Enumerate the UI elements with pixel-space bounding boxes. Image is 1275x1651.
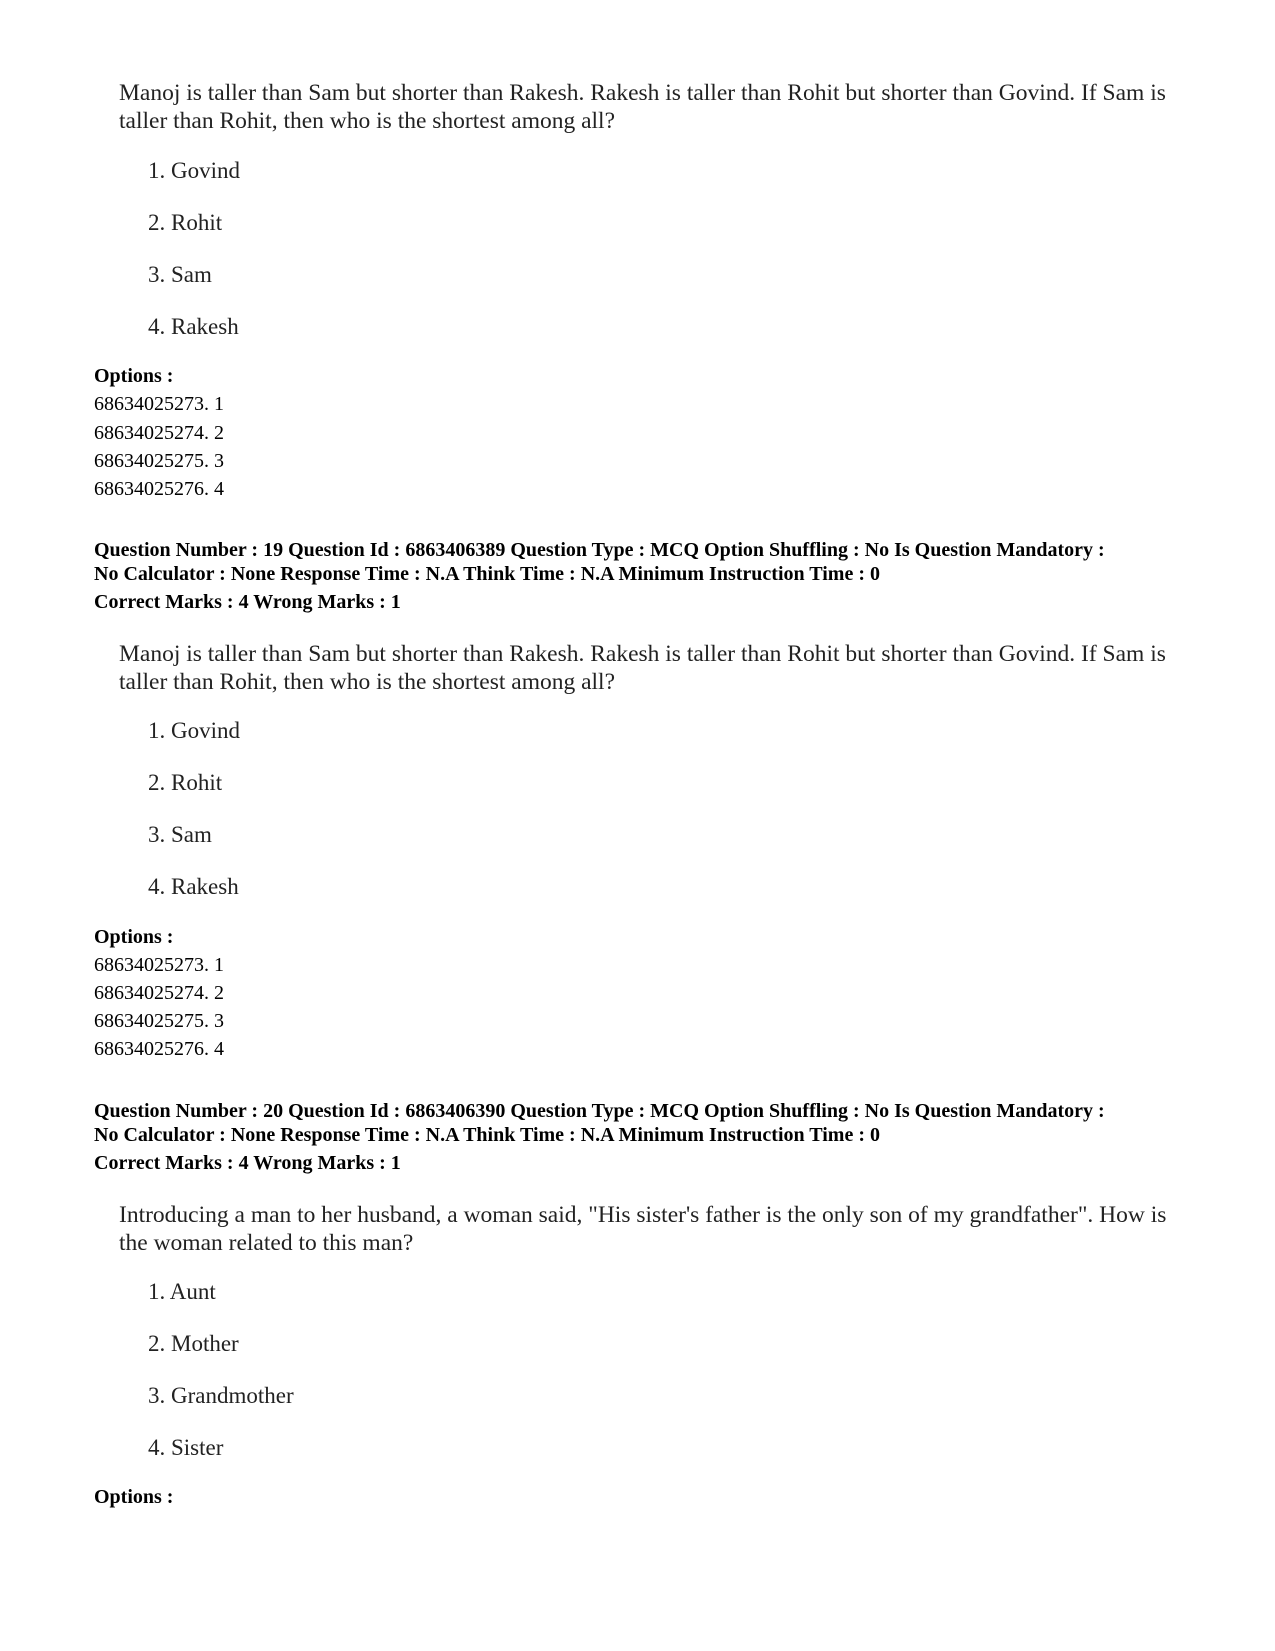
question-18-options-label: Options : — [94, 365, 174, 387]
question-18-option-4: 68634025276. 4 — [94, 478, 224, 500]
question-19-choice-1: 1. Govind — [148, 718, 240, 743]
question-20-text: Introducing a man to her husband, a woman said, "His sister's father is the only son of my grandfather". How is the woman related to this man? — [119, 1202, 1167, 1256]
question-20-marks: Correct Marks : 4 Wrong Marks : 1 — [94, 1152, 401, 1174]
question-18-choice-1: 1. Govind — [148, 158, 240, 183]
question-20-options-label: Options : — [94, 1486, 174, 1508]
question-20-meta-line-2: No Calculator : None Response Time : N.A Think Time : N.A Minimum Instruction Time : 0 — [94, 1124, 880, 1146]
question-18-choice-4: 4. Rakesh — [148, 314, 239, 339]
question-20-choice-4: 4. Sister — [148, 1435, 224, 1460]
question-19-choice-4: 4. Rakesh — [148, 874, 239, 899]
question-19-choice-3: 3. Sam — [148, 822, 212, 847]
question-18-choice-2: 2. Rohit — [148, 210, 223, 235]
question-18-option-1: 68634025273. 1 — [94, 393, 224, 415]
question-18-choice-3: 3. Sam — [148, 262, 212, 287]
question-19-choice-2: 2. Rohit — [148, 770, 223, 795]
question-18-text: Manoj is taller than Sam but shorter than Rakesh. Rakesh is taller than Rohit but shorter than Govind. If Sam is taller than Rohit, then who is the shortest among all? — [119, 80, 1166, 134]
question-19-option-4: 68634025276. 4 — [94, 1038, 224, 1060]
question-19-text: Manoj is taller than Sam but shorter than Rakesh. Rakesh is taller than Rohit but shorter than Govind. If Sam is taller than Rohit, then who is the shortest among all? — [119, 641, 1166, 695]
question-19-option-2: 68634025274. 2 — [94, 982, 224, 1004]
question-19-marks: Correct Marks : 4 Wrong Marks : 1 — [94, 591, 401, 613]
question-20-choice-1: 1. Aunt — [148, 1279, 216, 1304]
question-18-option-2: 68634025274. 2 — [94, 422, 224, 444]
question-19-option-1: 68634025273. 1 — [94, 954, 224, 976]
question-19-meta-line-2: No Calculator : None Response Time : N.A Think Time : N.A Minimum Instruction Time : 0 — [94, 563, 880, 585]
question-19-options-label: Options : — [94, 926, 174, 948]
question-20-meta-line-1: Question Number : 20 Question Id : 6863406390 Question Type : MCQ Option Shuffling : No Is Question Mandatory : — [94, 1100, 1105, 1122]
question-20-choice-2: 2. Mother — [148, 1331, 239, 1356]
question-18-option-3: 68634025275. 3 — [94, 450, 224, 472]
question-19-meta-line-1: Question Number : 19 Question Id : 6863406389 Question Type : MCQ Option Shuffling : No Is Question Mandatory : — [94, 539, 1105, 561]
question-19-option-3: 68634025275. 3 — [94, 1010, 224, 1032]
question-20-choice-3: 3. Grandmother — [148, 1383, 294, 1408]
